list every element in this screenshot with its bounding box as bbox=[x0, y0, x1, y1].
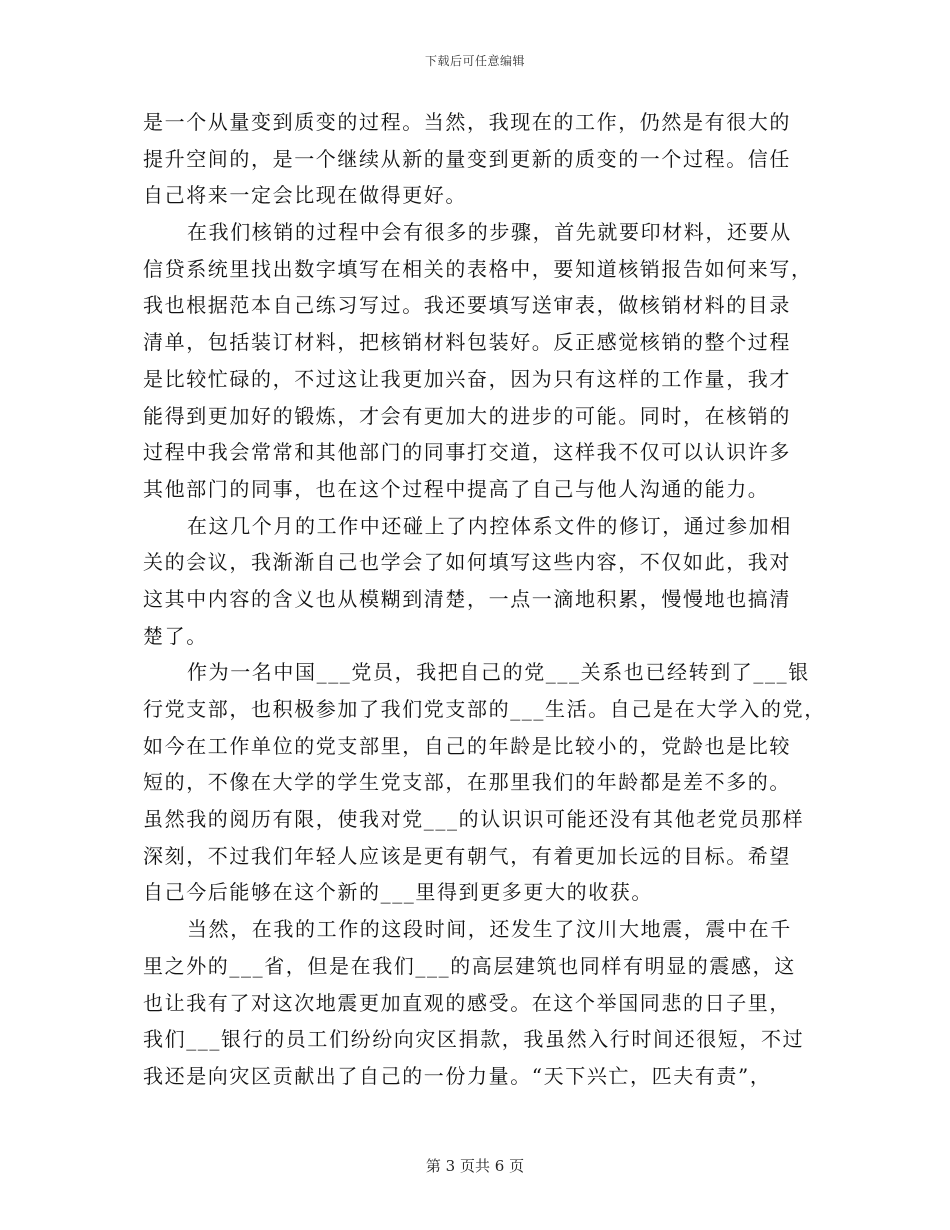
text-line: 在我们核销的过程中会有很多的步骤，首先就要印材料，还要从 bbox=[187, 220, 792, 245]
text-line: 我们___银行的员工们纷纷向灾区捐款，我虽然入行时间还很短，不过 bbox=[143, 1027, 805, 1052]
text-line: 楚了。 bbox=[143, 623, 208, 648]
text-line: 提升空间的，是一个继续从新的量变到更新的质变的一个过程。信任 bbox=[143, 146, 791, 171]
text-line: 信贷系统里找出数字填写在相关的表格中，要知道核销报告如何来写， bbox=[143, 256, 813, 281]
text-line: 能得到更加好的锻炼，才会有更加大的进步的可能。同时，在核销的 bbox=[143, 403, 791, 428]
text-line: 短的，不像在大学的学生党支部，在那里我们的年龄都是差不多的。 bbox=[143, 770, 791, 795]
document-body bbox=[143, 104, 826, 1095]
text-line: 当然，在我的工作的这段时间，还发生了汶川大地震，震中在千 bbox=[187, 917, 792, 942]
text-line: 是比较忙碌的，不过这让我更加兴奋，因为只有这样的工作量，我才 bbox=[143, 366, 791, 391]
text-line: 虽然我的阅历有限，使我对党___的认识识可能还没有其他老党员那样 bbox=[143, 807, 805, 832]
text-line: 清单，包括装订材料，把核销材料包装好。反正感觉核销的整个过程 bbox=[143, 330, 791, 355]
text-line: 行党支部，也积极参加了我们党支部的___生活。自己是在大学入的党， bbox=[143, 697, 826, 721]
text-line: 深刻，不过我们年轻人应该是更有朝气，有着更加长远的目标。希望 bbox=[143, 843, 791, 868]
text-line: 我也根据范本自己练习写过。我还要填写送审表，做核销材料的目录 bbox=[143, 293, 791, 318]
text-line: 如今在工作单位的党支部里，自己的年龄是比较小的，党龄也是比较 bbox=[143, 733, 791, 758]
page-header: 下载后可任意编辑 bbox=[424, 54, 525, 68]
text-line: 自己今后能够在这个新的___里得到更多更大的收获。 bbox=[143, 880, 653, 905]
text-line: 关的会议，我渐渐自己也学会了如何填写这些内容，不仅如此，我对 bbox=[143, 550, 791, 575]
page-number: 第 3 页共 6 页 bbox=[425, 1157, 525, 1175]
text-line: 这其中内容的含义也从模糊到清楚，一点一滴地积累，慢慢地也搞清 bbox=[143, 586, 791, 611]
text-line: 也让我有了对这次地震更加直观的感受。在这个举国同悲的日子里， bbox=[143, 990, 791, 1015]
text-line: 过程中我会常常和其他部门的同事打交道，这样我不仅可以认识许多 bbox=[143, 440, 791, 465]
text-line: 其他部门的同事，也在这个过程中提高了自己与他人沟通的能力。 bbox=[143, 476, 770, 501]
text-line: 是一个从量变到质变的过程。当然，我现在的工作，仍然是有很大的 bbox=[143, 110, 791, 134]
text-line: 里之外的___省，但是在我们___的高层建筑也同样有明显的震感，这 bbox=[143, 953, 796, 978]
text-line: 在这几个月的工作中还碰上了内控体系文件的修订，通过参加相 bbox=[187, 513, 792, 538]
text-line: 自己将来一定会比现在做得更好。 bbox=[143, 183, 467, 208]
text-line: 我还是向灾区贡献出了自己的一份力量。“天下兴亡，匹夫有责”， bbox=[143, 1063, 772, 1088]
text-line: 作为一名中国___党员，我把自己的党___关系也已经转到了___银 bbox=[187, 660, 810, 685]
